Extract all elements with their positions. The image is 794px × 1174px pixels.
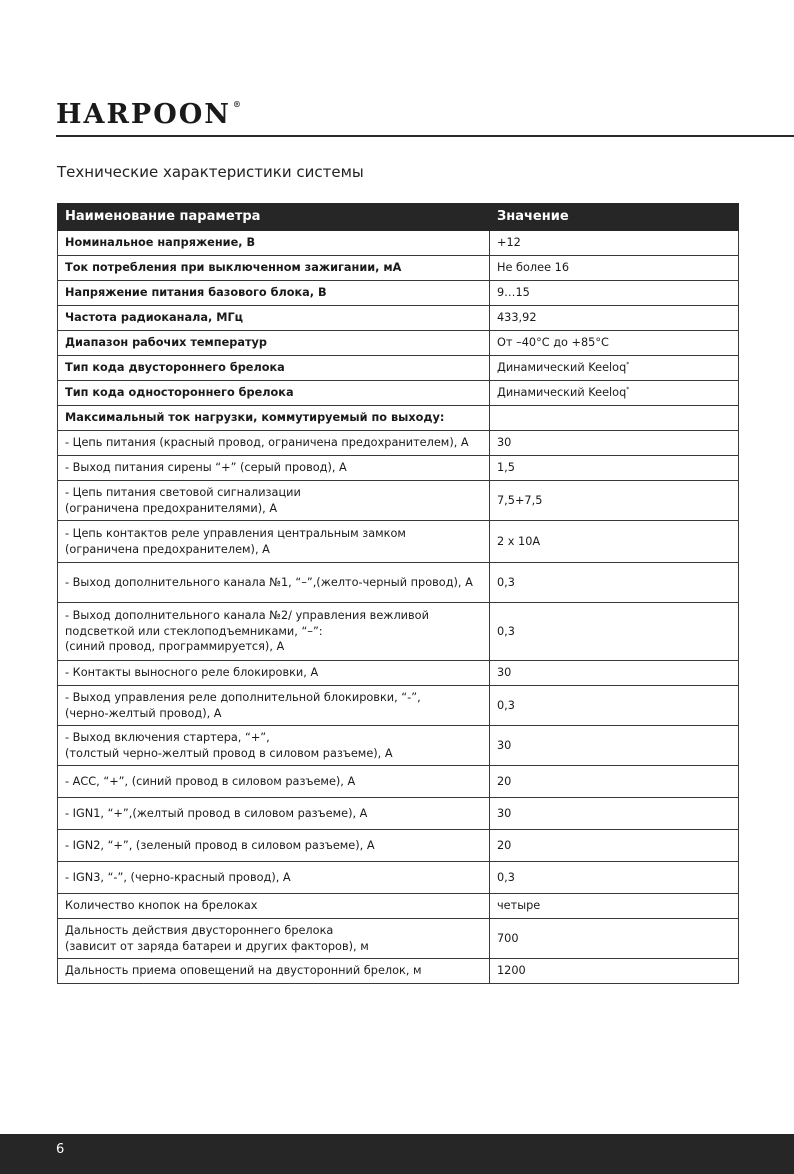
value-text: 9…15	[497, 286, 530, 300]
parameter-name: - Цепь контактов реле управления центральным замком (ограничена предохранителем), А	[58, 521, 490, 563]
table-body	[58, 231, 739, 984]
footnote-marker: *	[626, 361, 630, 369]
parameter-value	[490, 563, 739, 603]
value-text: Динамический Keeloq	[497, 361, 627, 375]
parameter-value	[490, 306, 739, 331]
value-text: 433,92	[497, 311, 537, 325]
footer-bar	[0, 1134, 794, 1174]
registered-mark: ®	[232, 99, 243, 109]
table-row	[58, 256, 739, 281]
parameter-value	[490, 256, 739, 281]
parameter-name: Дальность приема оповещений на двусторонний брелок, м	[58, 959, 490, 984]
header-value: Значение	[490, 204, 739, 231]
value-text: 0,3	[497, 575, 515, 589]
table-row	[58, 726, 739, 766]
value-text: 0,3	[497, 698, 515, 712]
value-text: 0,3	[497, 624, 515, 638]
value-text: Не более 16	[497, 261, 570, 275]
value-text: 30	[497, 436, 512, 450]
parameter-name: - Цепь питания (красный провод, ограничена предохранителем), А	[58, 431, 490, 456]
parameter-value	[490, 603, 739, 661]
parameter-name: Ток потребления при выключенном зажигании, мА	[58, 256, 490, 281]
footnote-marker: *	[626, 386, 630, 394]
parameter-value	[490, 431, 739, 456]
table-row	[58, 686, 739, 726]
parameter-name: - IGN2, “+”, (зеленый провод в силовом разъеме), А	[58, 830, 490, 862]
table-row	[58, 481, 739, 521]
parameter-value	[490, 521, 739, 563]
parameter-name: - АСС, “+”, (синий провод в силовом разъеме), А	[58, 766, 490, 798]
logo-text: HARPOON	[56, 99, 231, 130]
table-row	[58, 331, 739, 356]
value-text: 2 х 10А	[497, 534, 541, 548]
value-text: От –40°С до +85°С	[497, 336, 609, 350]
parameter-name: - Выход управления реле дополнительной блокировки, “-”, (черно-желтый провод), А	[58, 686, 490, 726]
value-text: 700	[497, 931, 519, 945]
table-row	[58, 830, 739, 862]
parameter-value	[490, 862, 739, 894]
parameter-value	[490, 798, 739, 830]
table-row	[58, 603, 739, 661]
value-text: 20	[497, 838, 512, 852]
header-parameter-name: Наименование параметра	[58, 204, 490, 231]
table-row	[58, 281, 739, 306]
parameter-name: - Цепь питания световой сигнализации (ограничена предохранителями), А	[58, 481, 490, 521]
parameter-value	[490, 726, 739, 766]
parameter-name: - Выход дополнительного канала №2/ управления вежливой подсветкой или стеклоподъемниками, “–”: (синий провод, программируется), А	[58, 603, 490, 661]
parameter-value	[490, 894, 739, 919]
table-row	[58, 381, 739, 406]
table-row	[58, 661, 739, 686]
page-number: 6	[56, 1142, 65, 1157]
parameter-value	[490, 766, 739, 798]
parameter-name: Количество кнопок на брелоках	[58, 894, 490, 919]
parameter-value	[490, 406, 739, 431]
parameter-value	[490, 281, 739, 306]
table-row	[58, 919, 739, 959]
parameter-name: - IGN3, “-”, (черно-красный провод), А	[58, 862, 490, 894]
parameter-name: Диапазон рабочих температур	[58, 331, 490, 356]
table-row	[58, 456, 739, 481]
parameter-name: Номинальное напряжение, В	[58, 231, 490, 256]
parameter-value	[490, 456, 739, 481]
parameter-value	[490, 356, 739, 381]
value-text: 0,3	[497, 870, 515, 884]
parameter-value	[490, 830, 739, 862]
parameter-name: Максимальный ток нагрузки, коммутируемый по выходу:	[58, 406, 490, 431]
parameter-name: Тип кода одностороннего брелока	[58, 381, 490, 406]
parameter-name: - Выход дополнительного канала №1, “–”,(желто-черный провод), А	[58, 563, 490, 603]
parameter-value	[490, 481, 739, 521]
parameter-value	[490, 661, 739, 686]
value-text: Динамический Keeloq	[497, 386, 627, 400]
parameter-value	[490, 231, 739, 256]
specifications-table	[57, 203, 739, 984]
table-row	[58, 959, 739, 984]
parameter-value	[490, 919, 739, 959]
harpoon-logo	[56, 98, 243, 128]
parameter-value	[490, 959, 739, 984]
parameter-value	[490, 686, 739, 726]
table-row	[58, 521, 739, 563]
table-row	[58, 862, 739, 894]
table-row	[58, 356, 739, 381]
value-text: 30	[497, 666, 512, 680]
value-text: четыре	[497, 899, 541, 913]
value-text: 1200	[497, 964, 526, 978]
section-title: Технические характеристики системы	[57, 163, 364, 181]
parameter-name: Напряжение питания базового блока, В	[58, 281, 490, 306]
parameter-name: - Контакты выносного реле блокировки, А	[58, 661, 490, 686]
parameter-name: Дальность действия двустороннего брелока (зависит от заряда батареи и других факторов), м	[58, 919, 490, 959]
parameter-name: Тип кода двустороннего брелока	[58, 356, 490, 381]
parameter-name: - IGN1, “+”,(желтый провод в силовом разъеме), А	[58, 798, 490, 830]
value-text: 30	[497, 738, 512, 752]
parameter-name: Частота радиоканала, МГц	[58, 306, 490, 331]
value-text: 20	[497, 774, 512, 788]
table-header-row	[58, 204, 739, 231]
value-text: 30	[497, 806, 512, 820]
parameter-value	[490, 381, 739, 406]
parameter-name: - Выход включения стартера, “+”, (толстый черно-желтый провод в силовом разъеме), А	[58, 726, 490, 766]
header-divider	[56, 135, 794, 137]
table-row	[58, 798, 739, 830]
table-row	[58, 231, 739, 256]
value-text: 1,5	[497, 461, 515, 475]
value-text: +12	[497, 236, 521, 250]
parameter-value	[490, 331, 739, 356]
table-row	[58, 431, 739, 456]
value-text: 7,5+7,5	[497, 493, 543, 507]
table-row	[58, 894, 739, 919]
table-row	[58, 406, 739, 431]
table-row	[58, 766, 739, 798]
table-row	[58, 306, 739, 331]
table-row	[58, 563, 739, 603]
parameter-name: - Выход питания сирены “+” (серый провод), А	[58, 456, 490, 481]
